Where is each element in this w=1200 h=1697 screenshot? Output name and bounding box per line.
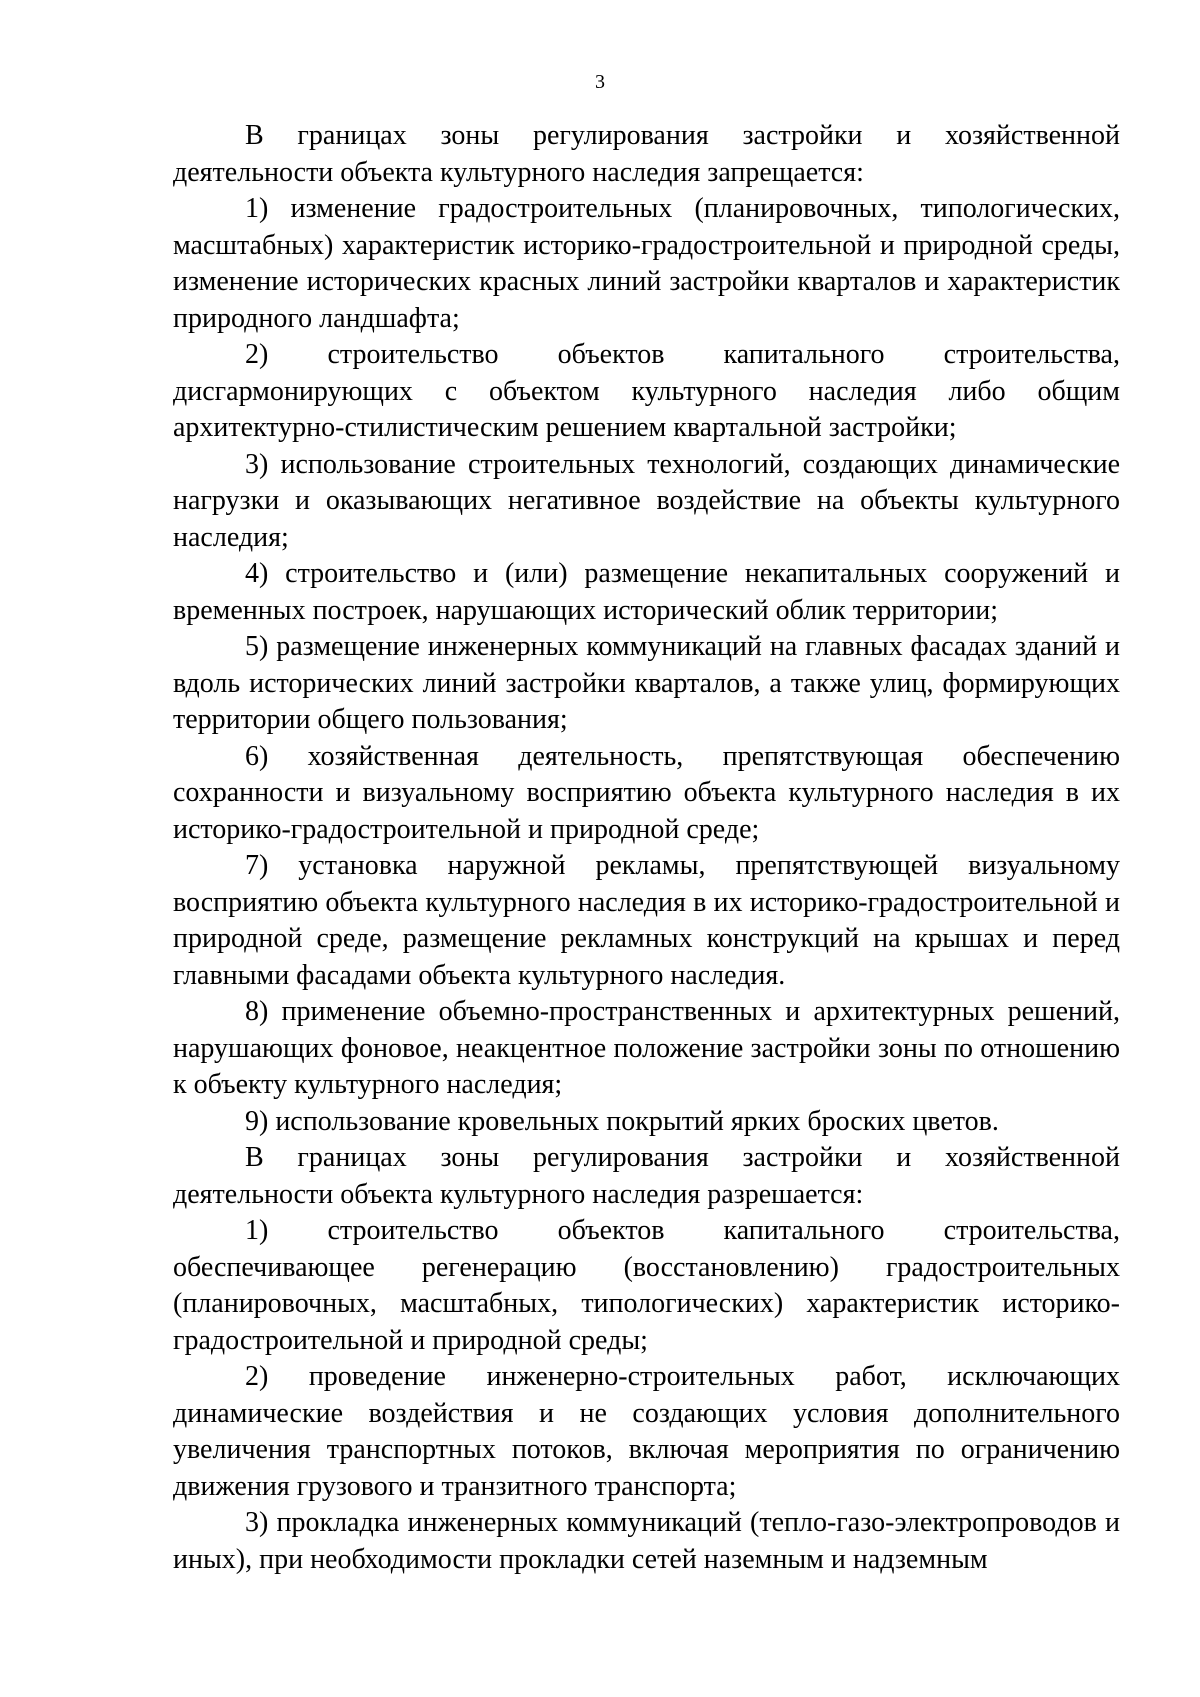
document-body — [173, 118, 1120, 1578]
prohibited-item-3: 3) использование строительных технологий, создающих динамические нагрузки и оказывающих негативное воздействие на объекты культурного наследия; — [173, 448, 1120, 553]
paragraph-prohibited-intro: В границах зоны регулирования застройки и хозяйственной деятельности объекта культурного наследия запрещается: — [173, 120, 1120, 188]
prohibited-item-5: 5) размещение инженерных коммуникаций на главных фасадах зданий и вдоль исторических линий застройки кварталов, а также улиц, формирующих территории общего пользования; — [173, 631, 1120, 735]
permitted-item-1: 1) строительство объектов капитального строительства, обеспечивающее регенерацию (восстановлению) градостроительных (планировочных, масштабных, типологических) характеристик историко-градостроительной и природной среды; — [173, 1215, 1120, 1356]
prohibited-item-9: 9) использование кровельных покрытий ярких броских цветов. — [245, 1105, 999, 1137]
permitted-item-2: 2) проведение инженерно-строительных работ, исключающих динамические воздействия и не создающих условия дополнительного увеличения транспортных потоков, включая мероприятия по ограничению движения грузового и транзитного транспорта; — [173, 1361, 1120, 1502]
prohibited-item-1: 1) изменение градостроительных (планировочных, типологических, масштабных) характеристик историко-градостроительной и природной среды, изменение исторических красных линий застройки кварталов и характеристик природного ландшафта; — [173, 193, 1120, 334]
prohibited-item-6: 6) хозяйственная деятельность, препятствующая обеспечению сохранности и визуальному восприятию объекта культурного наследия в их историко-градостроительной и природной среде; — [173, 740, 1120, 845]
prohibited-item-2: 2) строительство объектов капитального строительства, дисгармонирующих с объектом культурного наследия либо общим архитектурно-стилистическим решением квартальной застройки; — [173, 339, 1120, 443]
page-number: 3 — [595, 71, 605, 93]
permitted-item-3: 3) прокладка инженерных коммуникаций (тепло-газо-электропроводов и иных), при необходимости прокладки сетей наземным и надземным — [173, 1507, 1120, 1575]
paragraph-permitted-intro: В границах зоны регулирования застройки и хозяйственной деятельности объекта культурного наследия разрешается: — [173, 1142, 1120, 1210]
prohibited-item-8: 8) применение объемно-пространственных и архитектурных решений, нарушающих фоновое, неакцентное положение застройки зоны по отношению к объекту культурного наследия; — [173, 996, 1120, 1100]
prohibited-item-7: 7) установка наружной рекламы, препятствующей визуальному восприятию объекта культурного наследия в их историко-градостроительной и природной среде, размещение рекламных конструкций на крышах и перед главными фасадами объекта культурного наследия. — [173, 850, 1120, 991]
prohibited-item-4: 4) строительство и (или) размещение некапитальных сооружений и временных построек, нарушающих исторический облик территории; — [173, 558, 1120, 626]
